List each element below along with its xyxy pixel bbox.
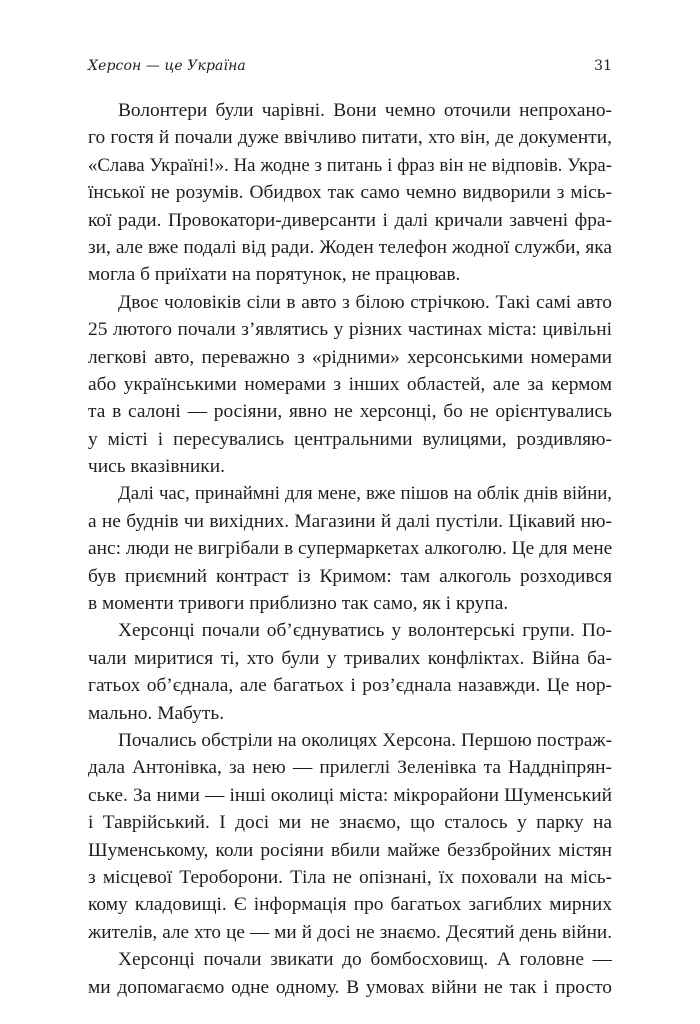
text-line: ське. За ними — інші околиці міста: мікрорайони Шуменський [88, 784, 612, 806]
text-line: гатьох об’єднала, але багатьох і роз’єднала назавжди. Це нор- [88, 675, 612, 697]
text-line: дала Антонівка, за нею — прилеглі Зеленівка та Наддніпрян- [88, 757, 612, 779]
text-line: ми допомагаємо одне одному. В умовах війни не так і просто [88, 976, 612, 998]
text-line: зи, але вже подалі від ради. Жоден телефон жодної служби, яка [88, 236, 612, 258]
text-line: Шуменському, коли росіяни вбили майже беззбройних містян [88, 839, 612, 861]
page-number: 31 [594, 58, 612, 74]
text-line: та в салоні — росіяни, явно не херсонці, бо не орієнтувались [88, 401, 612, 423]
text-line: анс: люди не вигрібали в супермаркетах алкоголю. Це для мене [88, 538, 612, 560]
text-line: а не буднів чи вихідних. Магазини й далі пустіли. Цікавий ню- [88, 510, 612, 532]
text-line: жителів, але хто це — ми й досі не знаємо. Десятий день війни. [88, 921, 612, 943]
text-line: могла б приїхати на порятунок, не працював. [88, 264, 461, 286]
text-line: «Слава Україні!». На жодне з питань і фраз він не відповів. Укра- [88, 154, 612, 176]
text-line: чись вказівники. [88, 456, 225, 478]
text-line: кому кладовищі. Є інформація про багатьох загиблих мирних [88, 894, 612, 916]
paragraph-first-line: Херсонці почали об’єднуватись у волонтерські групи. По- [118, 620, 612, 642]
text-line: і Таврійський. І досі ми не знаємо, що сталось у парку на [88, 812, 612, 834]
text-line: мально. Мабуть. [88, 702, 225, 724]
paragraph-first-line: Двоє чоловіків сіли в авто з білою стрічкою. Такі самі авто [118, 291, 612, 313]
body-text [88, 97, 612, 1001]
text-line: легкові авто, переважно з «рідними» херсонськими номерами [88, 346, 612, 368]
running-head-title: Херсон — це Україна [88, 58, 246, 74]
text-line: 25 лютого почали з’являтись у різних частинах міста: цивільні [88, 319, 612, 341]
paragraph-first-line: Далі час, принаймні для мене, вже пішов на облік днів війни, [118, 483, 612, 505]
text-line: в моменти тривоги приблизно так само, як і крупа. [88, 593, 509, 615]
text-line: був приємний контраст із Кримом: там алкоголь розходився [88, 565, 612, 587]
paragraph-first-line: Почались обстріли на околицях Херсона. Першою постраж- [118, 729, 612, 751]
text-line: їнської не розумів. Обидвох так само чемно видворили з місь- [88, 182, 612, 204]
text-line: у місті і пересувались центральними вулицями, роздивляю- [88, 428, 612, 450]
text-line: чали миритися ті, хто були у тривалих конфліктах. Війна ба- [88, 647, 612, 669]
text-line: го гостя й почали дуже ввічливо питати, хто він, де документи, [88, 127, 612, 149]
text-line: з місцевої Тероборони. Тіла не опізнані, їх поховали на місь- [88, 866, 612, 888]
text-line: або українськими номерами з інших областей, але за кермом [88, 373, 612, 395]
text-line: кої ради. Провокатори-диверсанти і далі кричали завчені фра- [88, 209, 612, 231]
paragraph-first-line: Волонтери були чарівні. Вони чемно оточили непрохано- [118, 100, 612, 121]
paragraph-first-line: Херсонці почали звикати до бомбосховищ. А головне — [118, 949, 612, 971]
